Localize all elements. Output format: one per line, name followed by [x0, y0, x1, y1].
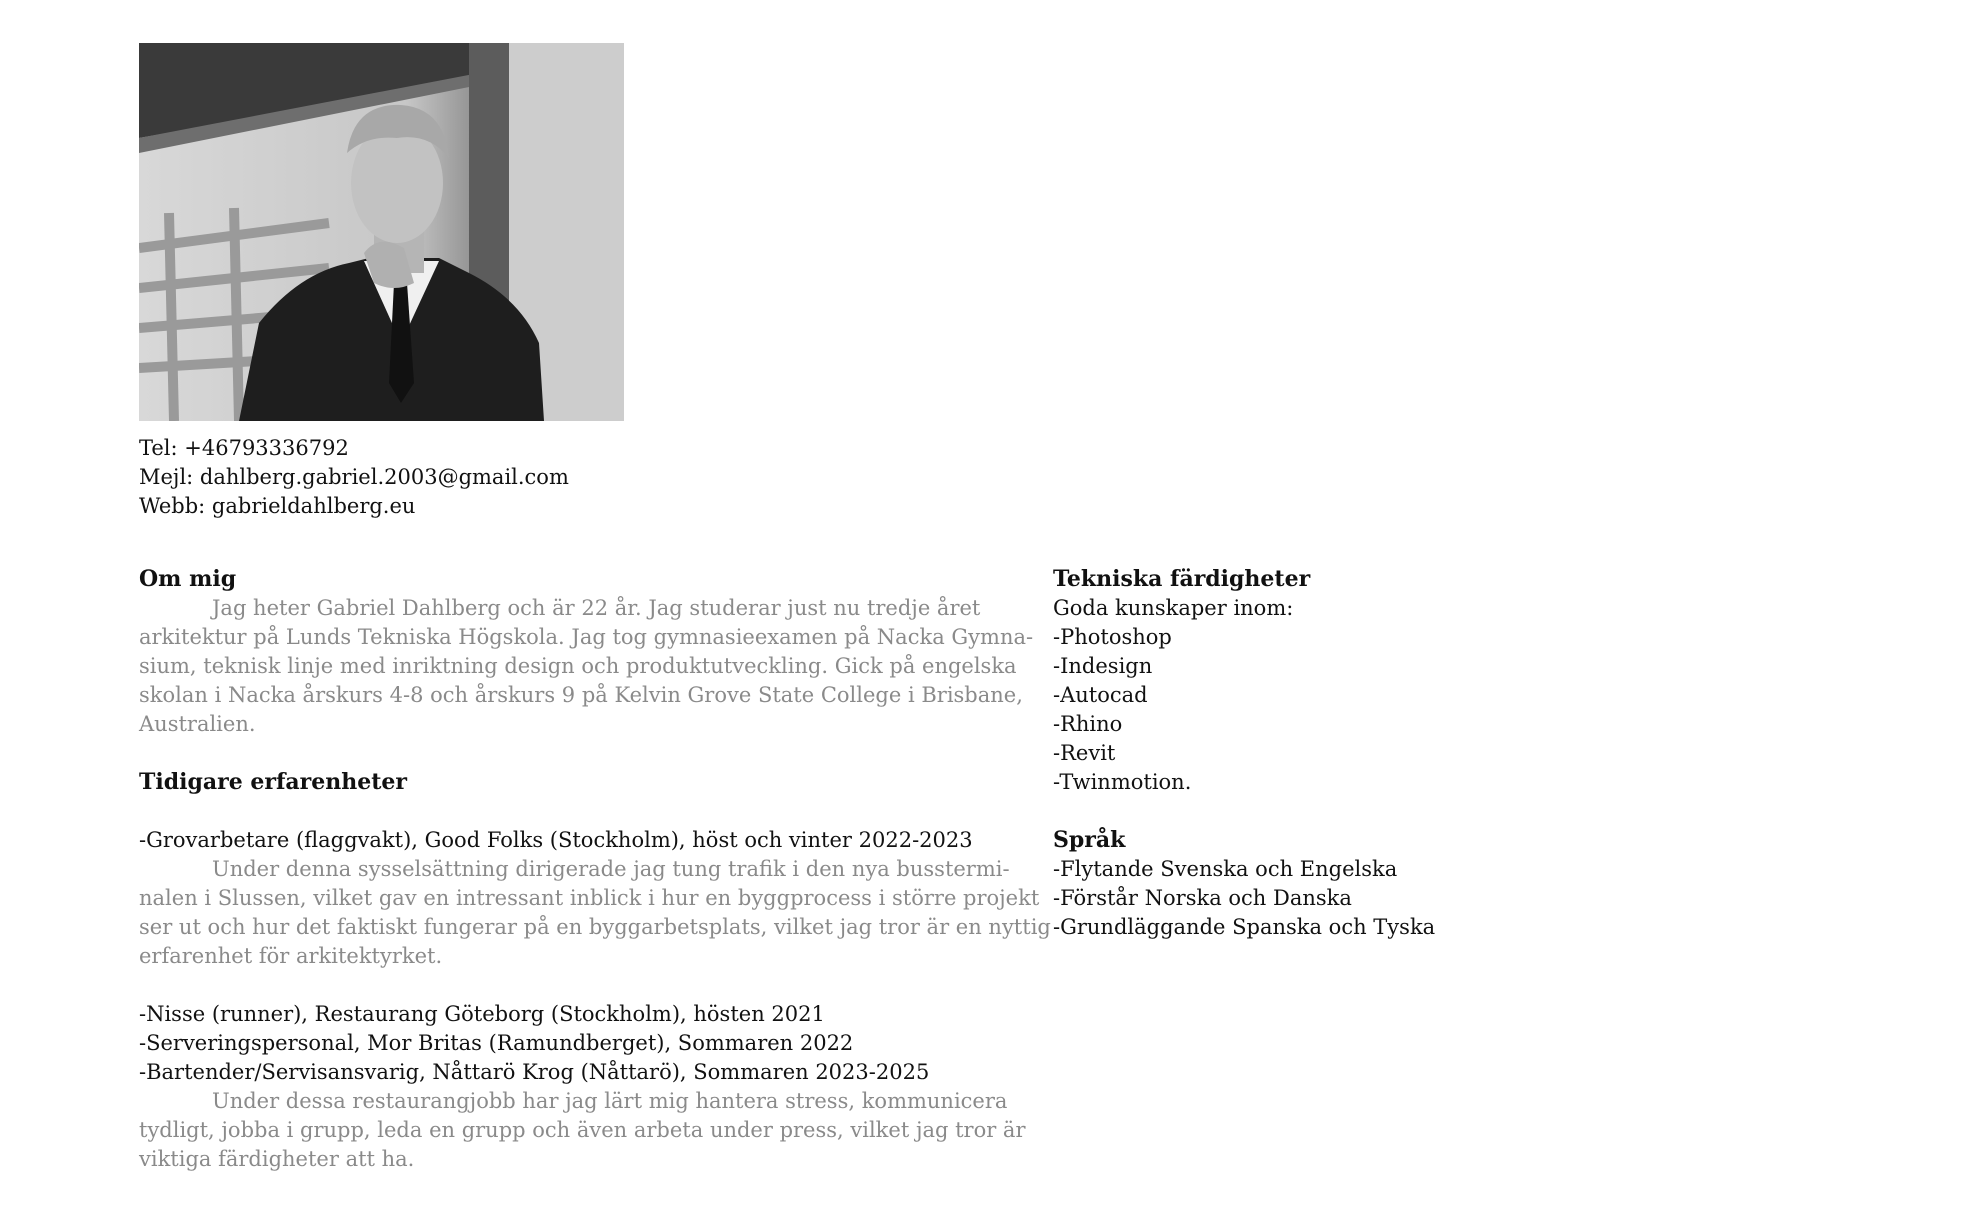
profile-photo [139, 43, 624, 421]
skill-item: -Autocad [1053, 683, 1148, 707]
language-item: -Flytande Svenska och Engelska [1053, 857, 1398, 881]
about-line: skolan i Nacka årskurs 4-8 och årskurs 9 på Kelvin Grove State College i Brisbane, [139, 683, 1023, 707]
job-description-line: Under denna sysselsättning dirigerade jag tung trafik i den nya busstermi- [212, 857, 1010, 881]
left-column [139, 565, 1051, 1174]
job-entry: -Grovarbetare (flaggvakt), Good Folks (Stockholm), höst och vinter 2022-2023 [139, 828, 973, 852]
job-description-line: nalen i Slussen, vilket gav en intressant inblick i hur en byggprocess i större projekt [139, 886, 1040, 910]
contact-block [139, 434, 569, 521]
skill-item: -Revit [1053, 741, 1116, 765]
about-line: Jag heter Gabriel Dahlberg och är 22 år. Jag studerar just nu tredje året [212, 596, 981, 620]
skills-intro: Goda kunskaper inom: [1053, 596, 1294, 620]
language-item: -Förstår Norska och Danska [1053, 886, 1352, 910]
about-heading: Om mig [139, 566, 237, 592]
job-entry: -Serveringspersonal, Mor Britas (Ramundberget), Sommaren 2022 [139, 1031, 854, 1055]
job-description-line: viktiga färdigheter att ha. [139, 1147, 415, 1171]
right-column [1053, 565, 1553, 942]
phone-text: Tel: +46793336792 [139, 436, 349, 460]
about-line: sium, teknisk linje med inriktning design och produktutveckling. Gick på engelska [139, 654, 1017, 678]
about-line: Australien. [139, 712, 256, 736]
email-text: Mejl: dahlberg.gabriel.2003@gmail.com [139, 465, 569, 489]
skills-heading: Tekniska färdigheter [1053, 566, 1311, 592]
portrait-image [139, 43, 624, 421]
skill-item: -Photoshop [1053, 625, 1172, 649]
skill-item: -Indesign [1053, 654, 1153, 678]
experience-heading: Tidigare erfarenheter [139, 769, 407, 795]
about-line: arkitektur på Lunds Tekniska Högskola. Jag tog gymnasieexamen på Nacka Gymna- [139, 625, 1034, 649]
job-description-line: erfarenhet för arkitektyrket. [139, 944, 443, 968]
website-text: Webb: gabrieldahlberg.eu [139, 494, 416, 518]
skill-item: -Twinmotion. [1053, 770, 1192, 794]
job-description-line: ser ut och hur det faktiskt fungerar på en byggarbetsplats, vilket jag tror är en nyttig [139, 915, 1051, 939]
languages-heading: Språk [1053, 827, 1126, 853]
job-description-line: tydligt, jobba i grupp, leda en grupp och även arbeta under press, vilket jag tror är [139, 1118, 1026, 1142]
job-entry: -Nisse (runner), Restaurang Göteborg (Stockholm), hösten 2021 [139, 1002, 825, 1026]
job-entry: -Bartender/Servisansvarig, Nåttarö Krog (Nåttarö), Sommaren 2023-2025 [139, 1060, 930, 1084]
skill-item: -Rhino [1053, 712, 1123, 736]
language-item: -Grundläggande Spanska och Tyska [1053, 915, 1436, 939]
job-description-line: Under dessa restaurangjobb har jag lärt mig hantera stress, kommunicera [212, 1089, 1008, 1113]
